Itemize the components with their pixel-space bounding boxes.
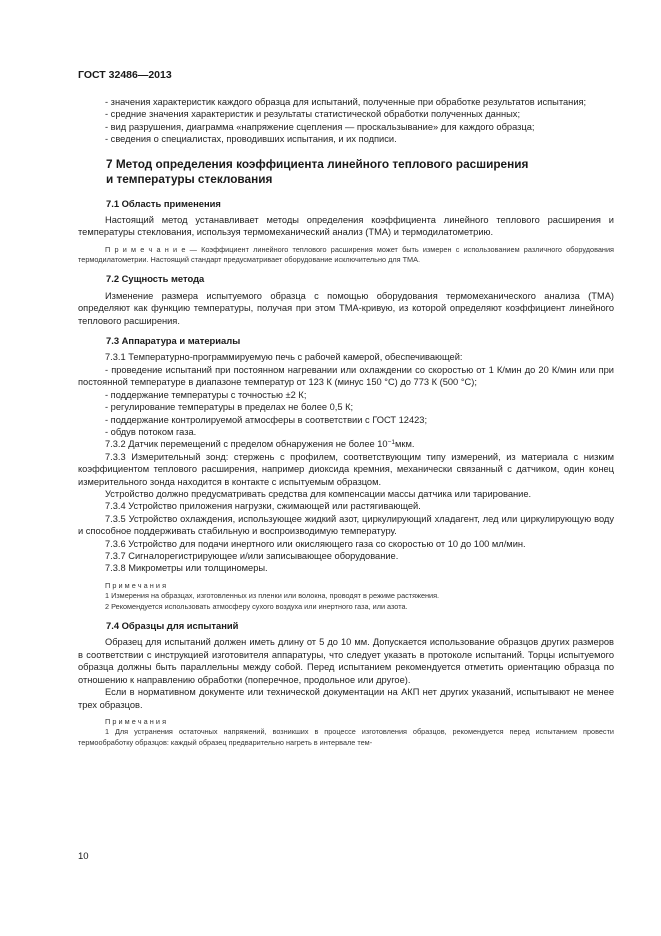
list-item: - поддержание температуры с точностью ±2 К; [105, 389, 307, 400]
section-7-2-heading: 7.2 Сущность метода [106, 273, 205, 285]
list-item: - регулирование температуры в пределах не более 0,5 К; [105, 402, 354, 413]
list-item: - обдув потоком газа. [105, 426, 197, 437]
section-7-1-para: Настоящий метод устанавливает методы определения коэффициента линейного теплового расширения и температуры стеклования, используя термомеханический анализ (ТМА) и термодилатометрию. [78, 215, 614, 238]
list-item: - поддержание контролируемой атмосферы в соответствии с ГОСТ 12423; [105, 414, 428, 425]
list-item: - средние значения характеристик и результаты статистической обработки полученных данных; [105, 109, 521, 120]
note-item: 1 Измерения на образцах, изготовленных из пленки или волокна, проводят в режиме растяжения. [105, 591, 440, 601]
section-7-1-heading: 7.1 Область применения [106, 197, 221, 209]
clause-7-3-2 [78, 438, 614, 450]
clause-7-3-3-cont: Устройство должно предусматривать средства для компенсации массы датчика или тарирование. [105, 488, 532, 499]
clause-7-3-6: 7.3.6 Устройство для подачи инертного или окисляющего газа со скоростью от 10 до 100 мл/мин. [105, 538, 526, 549]
list-item: - проведение испытаний при постоянном нагревании или охлаждении со скоростью от 1 К/мин до 20 К/мин или при постоянной температуре в диапазоне температур от 123 К (минус 150 °С) до 773 К (500 °С); [78, 364, 614, 388]
note-item: 2 Рекомендуется использовать атмосферу сухого воздуха или инертного газа, или азота. [105, 601, 408, 611]
page-content [78, 96, 614, 748]
clause-7-3-7: 7.3.7 Сигналорегистрирующее и/или записывающее оборудование. [105, 550, 399, 561]
clause-7-3-2-unit: мкм. [395, 439, 415, 450]
clause-7-3-2-text: 7.3.2 Датчик перемещений с пределом обнаружения не более 10 [105, 439, 388, 450]
clause-7-3-2-exponent: −1 [387, 439, 396, 447]
clause-7-3-1: 7.3.1 Температурно-программируемую печь с рабочей камерой, обеспечивающей: [105, 352, 463, 363]
section-7-2-para: Изменение размера испытуемого образца с помощью оборудования термомеханического анализа (ТМА) определяют как функцию температуры, получая при этом ТМА-кривую, из которой определяют коэффициент линейного теплового расширения. [78, 290, 614, 326]
clause-7-3-8: 7.3.8 Микрометры или толщиномеры. [105, 563, 268, 574]
document-header: ГОСТ 32486—2013 [78, 69, 172, 81]
list-item: - значения характеристик каждого образца для испытаний, полученные при обработке результатов испытания; [105, 97, 587, 107]
notes-title: Примечания [105, 580, 169, 590]
clause-7-3-3: 7.3.3 Измерительный зонд: стержень с профилем, соответствующим типу измерений, из материала с низким коэффициентом теплового расширения, например диоксида кремния, механически связанный с датчиком, один конец измерительного зонда находится в контакте с испытуемым образцом. [78, 451, 614, 487]
section-7-title-line2: и температуры стеклования [106, 171, 273, 186]
page-number: 10 [78, 851, 89, 862]
clause-7-3-4: 7.3.4 Устройство приложения нагрузки, сжимающей или растягивающей. [105, 501, 421, 512]
section-7-4-heading: 7.4 Образцы для испытаний [106, 620, 239, 632]
section-7-4-para2: Если в нормативном документе или технической документации на АКП нет других указаний, испытывают не менее трех образцов. [78, 687, 614, 710]
clause-7-3-5: 7.3.5 Устройство охлаждения, использующее жидкий азот, циркулирующий хладагент, лед или циркулирующую воду и способное поддерживать стабильную и воспроизводимую температуру. [78, 513, 614, 537]
list-item: - сведения о специалистах, проводивших испытания, и их подписи. [105, 134, 397, 145]
notes-title: Примечания [105, 716, 169, 726]
section-7-1-note: П р и м е ч а н и е — Коэффициент линейного теплового расширения может быть измерен с использованием различного оборудования термодилатометрии. Настоящий стандарт предусматривает оборудование исключительно для ТМА. [78, 244, 614, 265]
section-7-4-para1: Образец для испытаний должен иметь длину от 5 до 10 мм. Допускается использование образцов других размеров в соответствии с инструкцией изготовителя аппаратуры, что следует указать в протоколе испытаний. Торцы испытуемого образца должны быть параллельны между собой. Перед испытанием рекомендуется отметить ориентацию образца по отношению к направлению обработки (поперечное, продольное или другое). [78, 637, 614, 685]
section-7-3-heading: 7.3 Аппаратура и материалы [106, 335, 241, 347]
section-7-title-line1: 7 Метод определения коэффициента линейного теплового расширения [106, 156, 529, 171]
list-item: - вид разрушения, диаграмма «напряжение сцепления — проскальзывание» для каждого образца; [105, 121, 535, 132]
note-item: 1 Для устранения остаточных напряжений, возникших в процессе изготовления образцов, рекомендуется перед испытанием провести термообработку образцов: каждый образец предварительно нагреть в интервале тем- [78, 727, 614, 747]
section-7-title [78, 157, 614, 187]
